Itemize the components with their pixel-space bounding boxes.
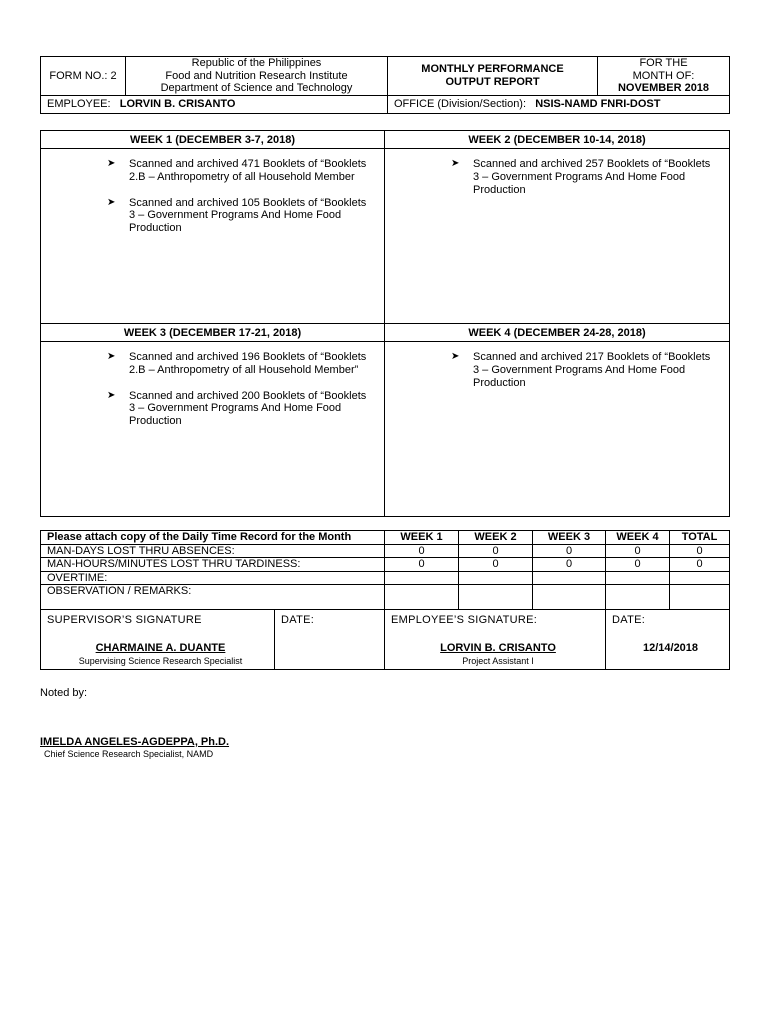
table-cell: 0 (533, 558, 606, 572)
table-cell: 0 (385, 558, 459, 572)
item-text: Scanned and archived 196 Booklets of “Booklets 2.B – Anthropometry of all Household Member” (129, 351, 367, 376)
table-cell (459, 571, 533, 585)
employee-signature-label: EMPLOYEE’S SIGNATURE: (391, 614, 538, 626)
agency-line-3: Department of Science and Technology (160, 82, 353, 94)
month-label-line-2: MONTH OF: (632, 69, 695, 82)
list-item (41, 158, 384, 184)
dtr-instruction: Please attach copy of the Daily Time Record for the Month (41, 531, 385, 545)
table-cell (385, 571, 459, 585)
noted-by-label: Noted by: (40, 687, 88, 699)
col-week-3: WEEK 3 (533, 531, 606, 545)
table-cell (670, 585, 730, 610)
table-cell: 0 (670, 558, 730, 572)
report-title-line-1: MONTHLY PERFORMANCE (421, 63, 564, 76)
agency-line-2: Food and Nutrition Research Institute (165, 69, 348, 82)
list-item (385, 158, 729, 196)
form-number: FORM NO.: 2 (41, 57, 126, 96)
employee-date-cell (606, 610, 730, 670)
table-cell: 0 (459, 558, 533, 572)
list-item (41, 351, 384, 377)
table-cell (533, 585, 606, 610)
table-cell: 0 (533, 544, 606, 558)
supervisor-signature-cell (41, 610, 275, 670)
employee-position: Project Assistant I (462, 656, 534, 666)
agency-block (126, 57, 388, 96)
item-text: Scanned and archived 471 Booklets of “Booklets 2.B – Anthropometry of all Household Member (129, 158, 367, 183)
list-item (385, 351, 729, 389)
week-4-body (385, 342, 730, 517)
item-text: Scanned and archived 217 Booklets of “Booklets 3 – Government Programs And Home Food Production (473, 351, 711, 389)
month-label-line-1: FOR THE (639, 57, 688, 69)
table-cell: 0 (606, 558, 670, 572)
col-total: TOTAL (670, 531, 730, 545)
week-3-body (41, 342, 385, 517)
employee-date-label: DATE: (612, 614, 646, 626)
arrow-bullet-icon: ➤ (107, 158, 116, 169)
table-cell: 0 (459, 544, 533, 558)
supervisor-date-cell (275, 610, 385, 670)
arrow-bullet-icon: ➤ (107, 389, 116, 401)
supervisor-name: CHARMAINE A. DUANTE (95, 642, 226, 654)
report-title-line-2: OUTPUT REPORT (445, 75, 540, 88)
time-summary-table (40, 530, 730, 670)
employee-cell (41, 95, 388, 113)
employee-signature-cell (385, 610, 606, 670)
week-3-title: WEEK 3 (DECEMBER 17-21, 2018) (41, 324, 385, 342)
week-1-body (41, 149, 385, 324)
absences-label: MAN-DAYS LOST THRU ABSENCES: (41, 544, 385, 558)
col-week-4: WEEK 4 (606, 531, 670, 545)
office-label: OFFICE (Division/Section): (394, 98, 527, 110)
week-2-title: WEEK 2 (DECEMBER 10-14, 2018) (385, 131, 730, 149)
arrow-bullet-icon: ➤ (107, 196, 116, 208)
table-cell (606, 585, 670, 610)
col-week-2: WEEK 2 (459, 531, 533, 545)
weekly-accomplishments-table (40, 130, 730, 517)
tardiness-label: MAN-HOURS/MINUTES LOST THRU TARDINESS: (41, 558, 385, 572)
form-header-table (40, 56, 730, 114)
arrow-bullet-icon: ➤ (451, 351, 460, 362)
table-cell (385, 585, 459, 610)
office-cell (388, 95, 730, 113)
employee-name: LORVIN B. CRISANTO (119, 98, 236, 110)
list-item (41, 390, 384, 428)
week-2-body (385, 149, 730, 324)
month-block (598, 57, 730, 96)
arrow-bullet-icon: ➤ (451, 158, 460, 169)
table-cell (670, 571, 730, 585)
week-1-title: WEEK 1 (DECEMBER 3-7, 2018) (41, 131, 385, 149)
table-cell (459, 585, 533, 610)
employee-label: EMPLOYEE: (47, 98, 111, 110)
report-title (388, 57, 598, 96)
employee-date-value: 12/14/2018 (642, 642, 699, 654)
overtime-label: OVERTIME: (41, 571, 385, 585)
table-cell: 0 (670, 544, 730, 558)
employee-signature-name: LORVIN B. CRISANTO (440, 642, 556, 654)
office-value: NSIS-NAMD FNRI-DOST (535, 98, 661, 110)
table-cell (533, 571, 606, 585)
chief-name: IMELDA ANGELES-AGDEPPA, Ph.D. (40, 736, 230, 748)
table-cell: 0 (606, 544, 670, 558)
supervisor-position: Supervising Science Research Specialist (78, 656, 243, 666)
list-item (41, 197, 384, 235)
table-cell: 0 (385, 544, 459, 558)
supervisor-date-label: DATE: (281, 614, 315, 626)
item-text: Scanned and archived 257 Booklets of “Booklets 3 – Government Programs And Home Food Production (473, 158, 711, 196)
observation-label: OBSERVATION / REMARKS: (41, 585, 385, 610)
week-4-title: WEEK 4 (DECEMBER 24-28, 2018) (385, 324, 730, 342)
item-text: Scanned and archived 105 Booklets of “Booklets 3 – Government Programs And Home Food Production (129, 196, 367, 235)
item-text: Scanned and archived 200 Booklets of “Booklets 3 – Government Programs And Home Food Production (129, 389, 367, 428)
arrow-bullet-icon: ➤ (107, 351, 116, 362)
table-cell (606, 571, 670, 585)
col-week-1: WEEK 1 (385, 531, 459, 545)
supervisor-signature-label: SUPERVISOR’S SIGNATURE (47, 614, 202, 626)
chief-position: Chief Science Research Specialist, NAMD (44, 749, 214, 759)
month-value: NOVEMBER 2018 (617, 82, 710, 94)
agency-line-1: Republic of the Philippines (191, 57, 322, 69)
